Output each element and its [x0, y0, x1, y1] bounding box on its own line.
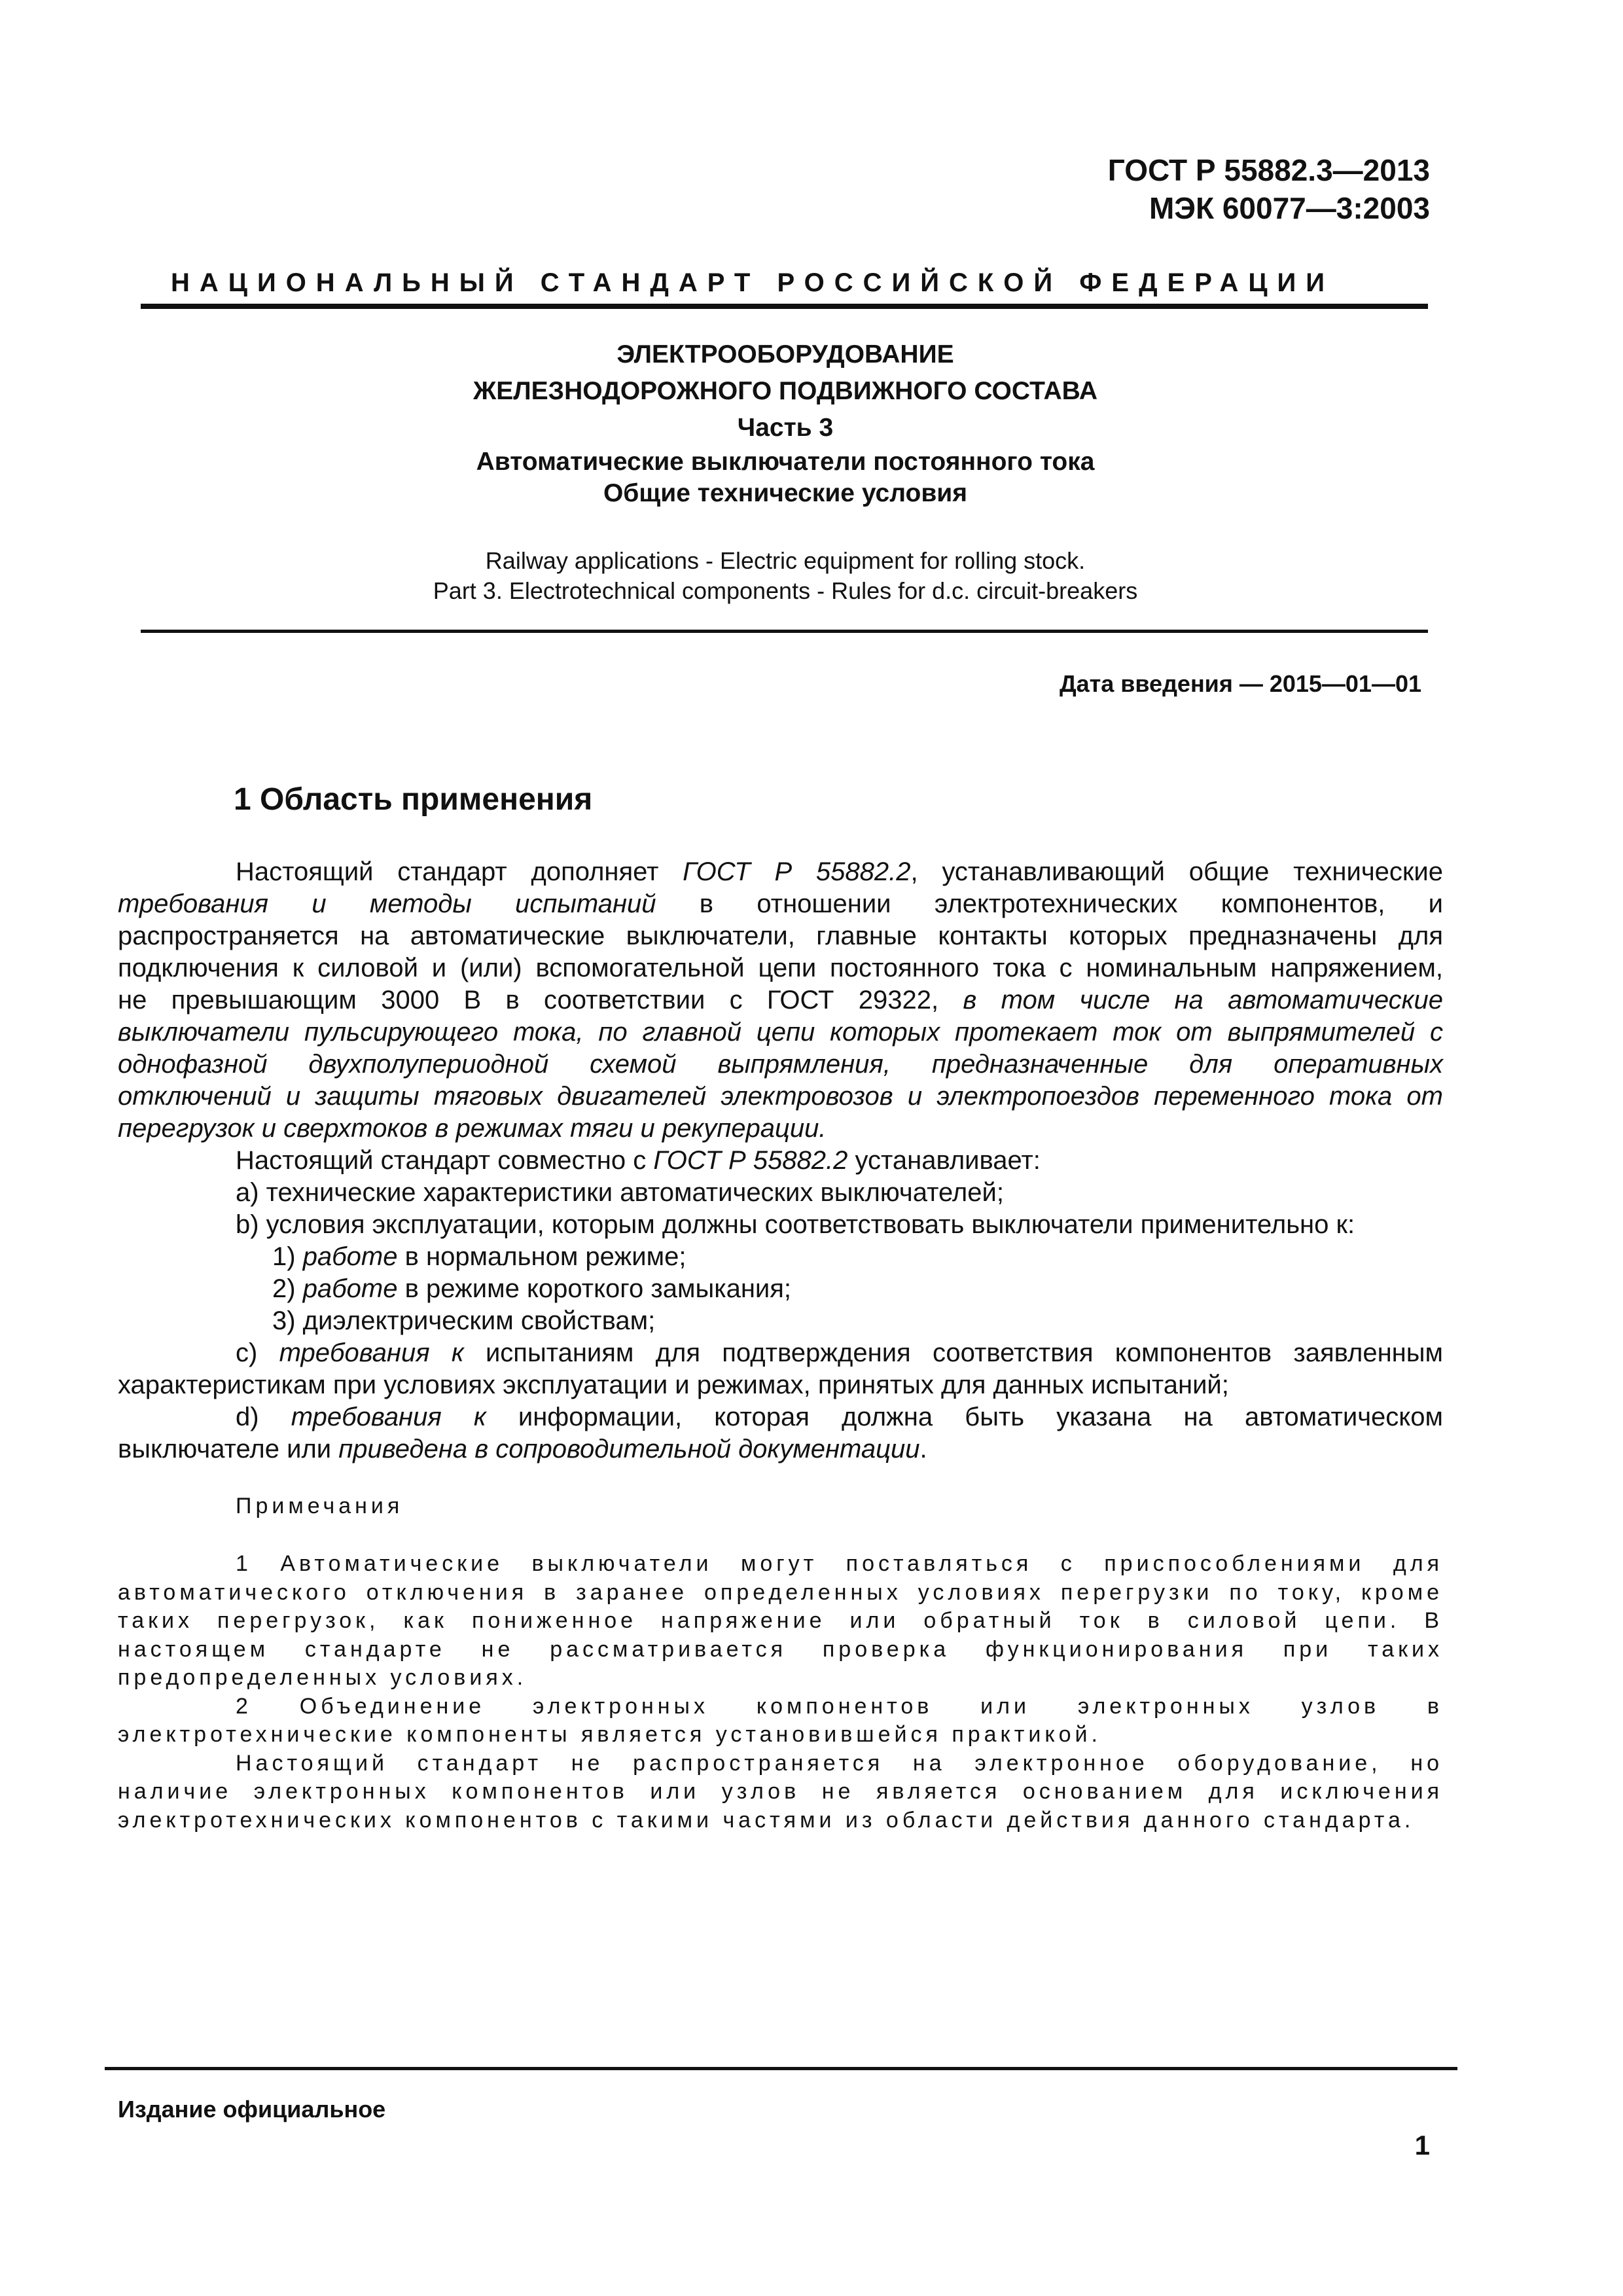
note2-line-1: 2 Объединение электронных компонентов или электронных узлов в: [236, 1693, 1443, 1719]
notes-heading: Примечания: [236, 1494, 404, 1518]
iec-number: МЭК 60077—3:2003: [1149, 191, 1430, 225]
para1-line-2: требования и методы испытаний в отношении электротехнических компонентов, и: [118, 889, 1444, 918]
note3-line-2: наличие электронных компонентов или узлов не является основанием для исключения: [118, 1779, 1443, 1804]
english-title-line-1: Railway applications - Electric equipment for rolling stock.: [485, 547, 1086, 574]
date-of-introduction: Дата введения — 2015—01—01: [1059, 670, 1421, 697]
title-line-4: Автоматические выключатели постоянного тока: [476, 448, 1095, 476]
para1-line-7: однофазной двухполупериодной схемой выпрямления, предназначенные для оперативных: [118, 1050, 1443, 1079]
note3-line-1: Настоящий стандарт не распространяется на электронное оборудование, но: [236, 1750, 1443, 1776]
para1-line-1: Настоящий стандарт дополняет ГОСТ Р 55882.2, устанавливающий общие технические: [236, 857, 1443, 886]
note3-line-3: электротехнических компонентов с такими частями из области действия данного стандарта.: [118, 1807, 1415, 1833]
national-standard-heading: НАЦИОНАЛЬНЫЙ СТАНДАРТ РОССИЙСКОЙ ФЕДЕРАЦИИ: [170, 268, 1335, 297]
title-rule: [141, 630, 1428, 633]
list-item-c-line-2: характеристикам при условиях эксплуатации и режимах, принятых для данных испытаний;: [118, 1371, 1229, 1399]
list-item-b: b) условия эксплуатации, которым должны соответствовать выключатели применительно к:: [236, 1210, 1355, 1239]
para1-line-4: подключения к силовой и (или) вспомогательной цепи постоянного тока с номинальным напряжением,: [118, 954, 1443, 982]
english-title-line-2: Part 3. Electrotechnical components - Rules for d.c. circuit-breakers: [433, 577, 1138, 604]
page-number: 1: [1414, 2130, 1430, 2161]
sub-item-3: 3) диэлектрическим свойствам;: [272, 1306, 656, 1335]
note1-line-3: таких перегрузок, как пониженное напряжение или обратный ток в силовой цепи. В: [118, 1608, 1443, 1633]
note1-line-1: 1 Автоматические выключатели могут поставляться с приспособлениями для: [236, 1551, 1443, 1576]
list-item-d-line-2: выключателе или приведена в сопроводительной документации.: [118, 1435, 927, 1463]
title-line-1: ЭЛЕКТРООБОРУДОВАНИЕ: [616, 340, 954, 368]
para1-line-5: не превышающим 3000 В в соответствии с ГОСТ 29322, в том числе на автоматические: [118, 986, 1443, 1014]
sub-item-1: 1) работе в нормальном режиме;: [272, 1242, 687, 1271]
list-item-d-line-1: d) требования к информации, которая должна быть указана на автоматическом: [236, 1403, 1443, 1431]
para1-line-9: перегрузок и сверхтоков в режимах тяги и рекуперации.: [118, 1114, 827, 1143]
edition-label: Издание официальное: [118, 2096, 386, 2123]
para1-line-3: распространяется на автоматические выключатели, главные контакты которых предназначены для: [118, 922, 1443, 950]
sub-item-2: 2) работе в режиме короткого замыкания;: [272, 1274, 792, 1303]
note1-line-2: автоматического отключения в заранее определенных условиях перегрузки по току, кроме: [118, 1579, 1443, 1605]
title-line-2: ЖЕЛЕЗНОДОРОЖНОГО ПОДВИЖНОГО СОСТАВА: [473, 377, 1097, 405]
footer-rule: [105, 2067, 1457, 2070]
list-item-c-line-1: c) требования к испытаниям для подтверждения соответствия компонентов заявленным: [236, 1338, 1443, 1367]
note1-line-5: предопределенных условиях.: [118, 1665, 527, 1690]
list-item-a: a) технические характеристики автоматических выключателей;: [236, 1178, 1004, 1207]
section-heading: 1 Область применения: [234, 782, 593, 817]
para2: Настоящий стандарт совместно с ГОСТ Р 55882.2 устанавливает:: [236, 1146, 1041, 1175]
gost-number: ГОСТ Р 55882.3—2013: [1107, 153, 1430, 187]
para1-line-6: выключатели пульсирующего тока, по главной цепи которых протекает ток от выпрямителей с: [118, 1018, 1443, 1047]
note2-line-2: электротехнические компоненты является установившейся практикой.: [118, 1722, 1101, 1747]
title-part: Часть 3: [737, 414, 834, 442]
title-line-5: Общие технические условия: [603, 479, 968, 507]
header-rule: [141, 304, 1428, 309]
para1-line-8: отключений и защиты тяговых двигателей электровозов и электропоездов переменного тока от: [118, 1082, 1443, 1111]
note1-line-4: настоящем стандарте не рассматривается проверка функционирования при таких: [118, 1636, 1443, 1662]
